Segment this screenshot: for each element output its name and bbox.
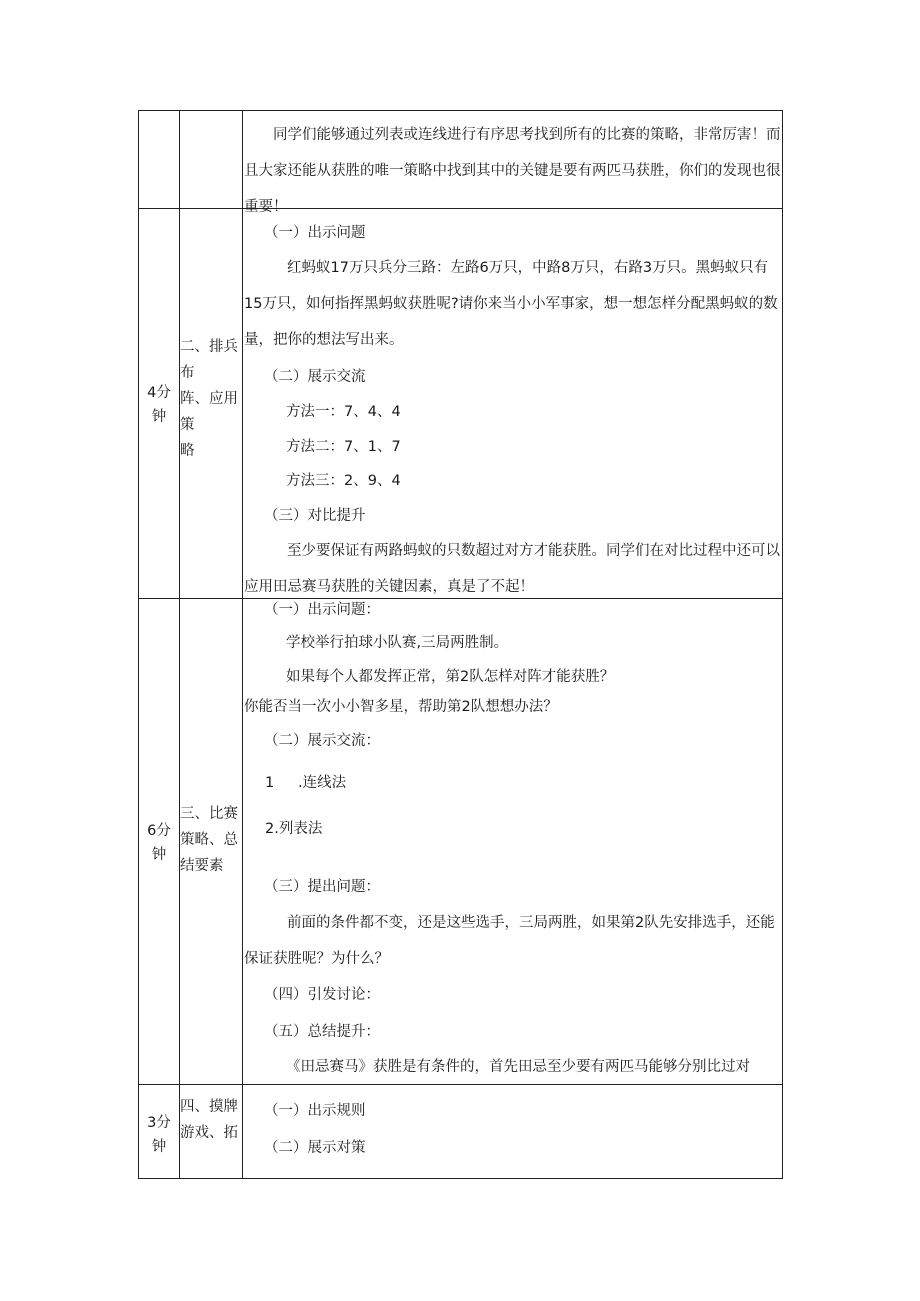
- row-divider: [139, 1084, 782, 1085]
- stage-cell: 三、比赛 策略、总 结要素: [180, 806, 238, 874]
- question-text: 前面的条件都不变，还是这些选手，三局两胜，如果第2队先安排选手，还能保证获胜呢？为什么？: [244, 915, 775, 967]
- stage-cell: 二、排兵 布 阵、应用 策 略: [180, 339, 238, 459]
- section-heading: （三）提出问题：: [264, 879, 380, 895]
- column-divider-stage: [242, 111, 243, 1178]
- list-item: 2.列表法: [265, 821, 323, 837]
- section-heading: （一）出示规则: [264, 1103, 366, 1119]
- section-heading: （五）总结提升：: [264, 1024, 380, 1040]
- method-item: 方法二：7、1、7: [286, 439, 401, 455]
- list-item-text: .连线法: [298, 775, 347, 791]
- section-heading: （一）出示问题: [264, 225, 366, 241]
- lesson-plan-table: [138, 110, 783, 1179]
- section-heading: （三）对比提升: [264, 508, 366, 524]
- time-cell: 6分 钟: [147, 823, 171, 863]
- section-heading: （二）展示对策: [264, 1140, 366, 1156]
- list-item-number: 1: [265, 775, 275, 791]
- time-cell: 3分 钟: [147, 1115, 171, 1155]
- method-item: 方法三：2、9、4: [286, 473, 401, 489]
- column-divider-time: [179, 111, 180, 1178]
- summary-text: 《田忌赛马》获胜是有条件的，首先田忌至少要有两匹马能够分别比过对: [286, 1059, 750, 1075]
- method-item: 方法一：7、4、4: [286, 404, 401, 420]
- summary-text: 至少要保证有两路蚂蚁的只数超过对方才能获胜。同学们在对比过程中还可以应用田忌赛马获胜的关键因素，真是了不起！: [244, 543, 780, 595]
- stage-cell: 四、摸牌 游戏、拓: [180, 1099, 238, 1141]
- problem-line: 学校举行拍球小队赛,三局两胜制。: [286, 635, 509, 651]
- row1-content: 同学们能够通过列表或连线进行有序思考找到所有的比赛的策略，非常厉害！而且大家还能从获胜的唯一策略中找到其中的关键是要有两匹马获胜，你们的发现也很重要！: [244, 127, 781, 215]
- problem-text: 红蚂蚁17万只兵分三路：左路6万只，中路8万只，右路3万只。黑蚂蚁只有15万只，如何指挥黑蚂蚁获胜呢?请你来当小小军事家，想一想怎样分配黑蚂蚁的数量，把你的想法写出来。: [244, 260, 778, 348]
- section-heading: （二）展示交流: [264, 369, 366, 385]
- section-heading: （一）出示问题：: [264, 602, 380, 618]
- problem-line: 如果每个人都发挥正常，第2队怎样对阵才能获胜？: [286, 669, 615, 685]
- section-heading: （四）引发讨论：: [264, 987, 380, 1003]
- problem-line: 你能否当一次小小智多星，帮助第2队想想办法？: [244, 699, 558, 715]
- time-cell: 4分 钟: [147, 385, 171, 425]
- section-heading: （二）展示交流：: [264, 733, 380, 749]
